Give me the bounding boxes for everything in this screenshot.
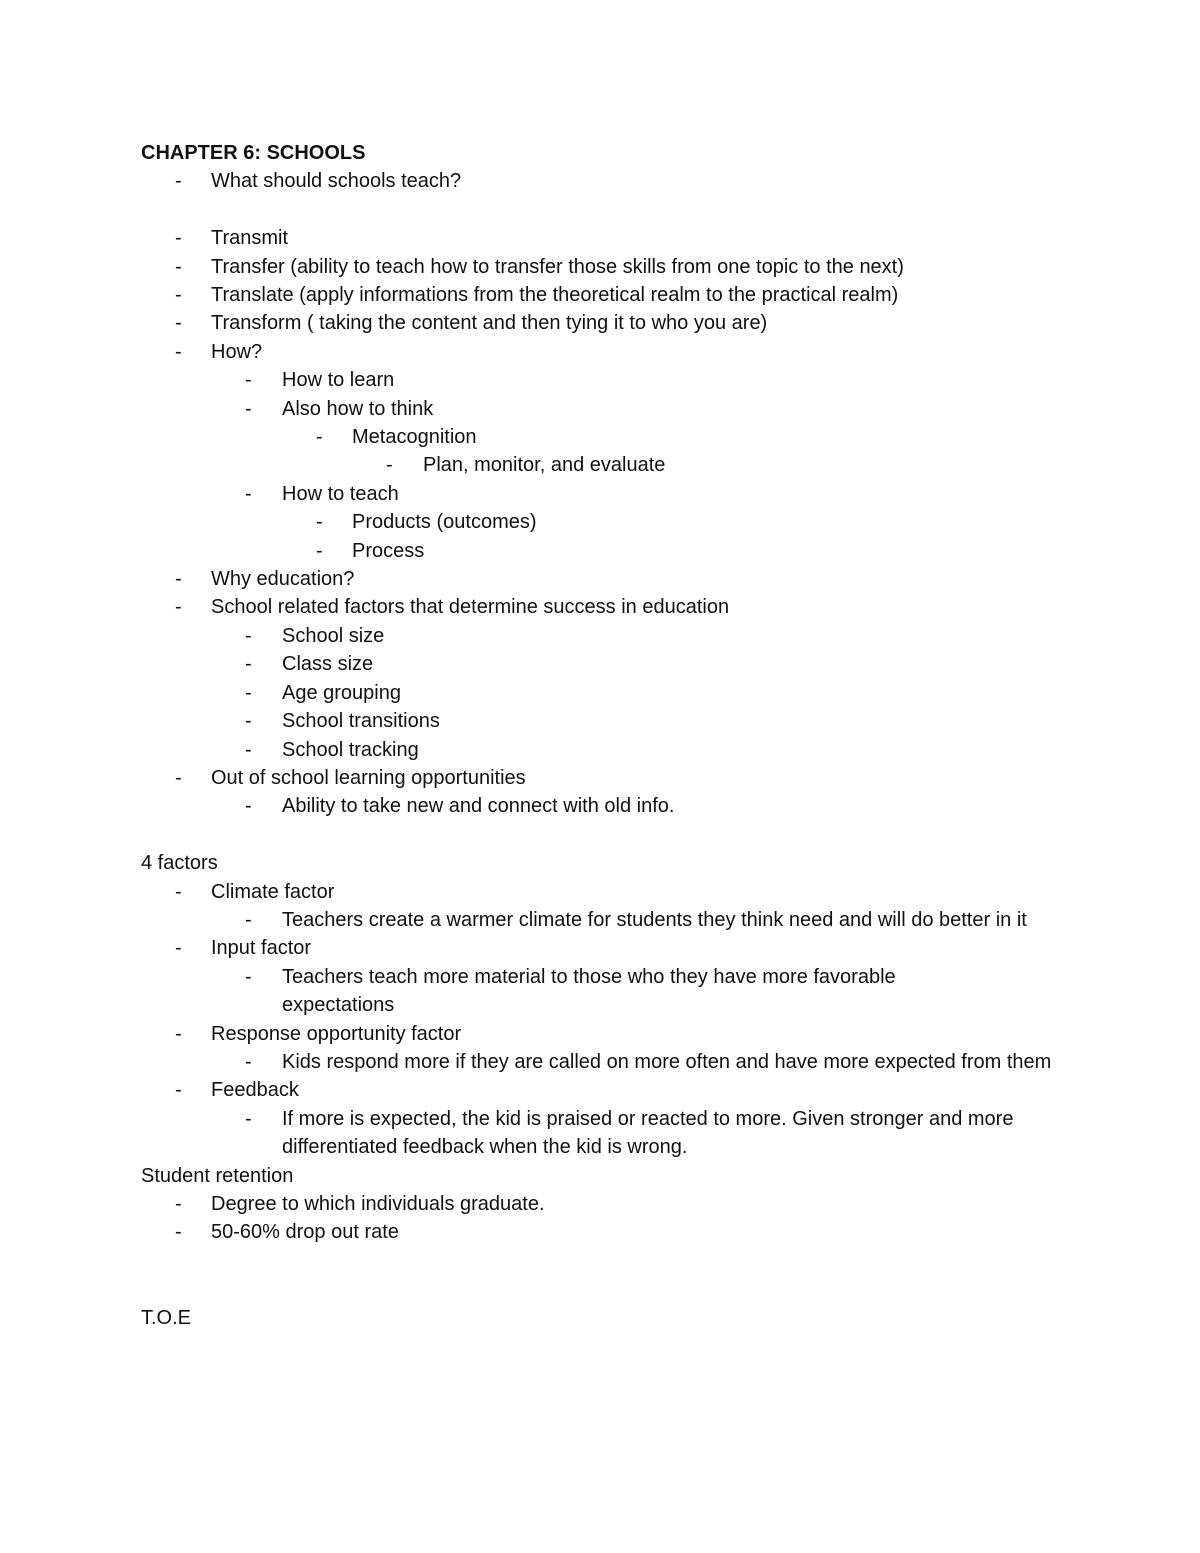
list-item	[141, 395, 1071, 423]
list-item-text: Response opportunity factor	[211, 1022, 462, 1045]
bullet-dash: -	[175, 766, 182, 789]
bullet-dash: -	[245, 795, 252, 818]
list-item-text: How to teach	[282, 482, 399, 505]
list-item-text: Teachers teach more material to those who they have more favorable expectations	[282, 965, 896, 1017]
blank-line	[141, 821, 1071, 849]
list-item	[141, 878, 1071, 906]
list-item-text: Products (outcomes)	[352, 511, 537, 534]
list-item	[141, 707, 1071, 735]
bullet-dash: -	[316, 539, 323, 562]
retention-list	[141, 1190, 1071, 1247]
list-item-text: Why education?	[211, 568, 355, 591]
list-item	[141, 423, 1071, 451]
list-item	[141, 253, 1071, 281]
list-item-text: What should schools teach?	[211, 170, 462, 193]
list-item-text: Process	[352, 539, 425, 562]
list-item	[141, 451, 1071, 479]
list-item-text: Translate (apply informations from the theoretical realm to the practical realm)	[211, 284, 899, 306]
list-item-text: Climate factor	[211, 880, 335, 903]
list-item	[141, 934, 1071, 962]
bullet-dash: -	[316, 511, 323, 534]
list-item	[141, 736, 1071, 764]
bullet-dash: -	[175, 596, 182, 619]
list-item	[141, 508, 1071, 536]
list-item	[141, 224, 1071, 252]
list-item-text: Transmit	[211, 227, 289, 250]
list-item-text: Ability to take new and connect with old info.	[282, 795, 675, 818]
list-item	[141, 167, 1071, 195]
list-item	[141, 1105, 1071, 1162]
list-item-text: 50-60% drop out rate	[211, 1221, 399, 1244]
bullet-dash: -	[245, 681, 252, 704]
bullet-dash: -	[175, 340, 182, 363]
factors-heading: 4 factors	[141, 852, 218, 875]
list-item-text: Plan, monitor, and evaluate	[423, 454, 666, 477]
list-item-text: Feedback	[211, 1079, 299, 1102]
bullet-dash: -	[386, 454, 393, 477]
list-item-text: Metacognition	[352, 426, 477, 449]
list-item-text: School transitions	[282, 710, 440, 733]
list-item	[141, 1190, 1071, 1218]
bullet-dash: -	[245, 965, 252, 988]
bullet-dash: -	[175, 255, 182, 278]
list-item	[141, 565, 1071, 593]
bullet-dash: -	[175, 1192, 182, 1215]
list-item-text: Teachers create a warmer climate for students they think need and will do better in it	[282, 908, 1027, 931]
bullet-dash: -	[175, 568, 182, 591]
bullet-dash: -	[175, 227, 182, 250]
bullet-dash: -	[175, 1022, 182, 1045]
list-item	[141, 1020, 1071, 1048]
factors-list	[141, 878, 1071, 1162]
bullet-dash: -	[175, 1079, 182, 1102]
list-item-text: Transform ( taking the content and then tying it to who you are)	[211, 312, 768, 335]
list-item	[141, 792, 1071, 820]
list-item	[141, 309, 1071, 337]
blank-line	[141, 196, 1071, 224]
list-item	[141, 906, 1071, 934]
bullet-dash: -	[245, 397, 252, 420]
list-item	[141, 593, 1071, 621]
list-item-text: Out of school learning opportunities	[211, 766, 526, 789]
bullet-dash: -	[245, 908, 252, 931]
list-item	[141, 1076, 1071, 1104]
blank-lines	[141, 1247, 1071, 1304]
section1-list-continued	[141, 224, 1071, 821]
list-item-text: Also how to think	[282, 397, 434, 420]
section1-list	[141, 167, 1071, 195]
list-item	[141, 281, 1071, 309]
bullet-dash: -	[245, 653, 252, 676]
bullet-dash: -	[245, 710, 252, 733]
bullet-dash: -	[245, 369, 252, 392]
bullet-dash: -	[175, 170, 182, 193]
list-item-text: Age grouping	[282, 681, 401, 704]
list-item-text: Kids respond more if they are called on more often and have more expected from them	[282, 1050, 1052, 1073]
list-item	[141, 764, 1071, 792]
bullet-dash: -	[175, 1221, 182, 1244]
list-item-text: School size	[282, 624, 385, 647]
bullet-dash: -	[245, 1050, 252, 1073]
list-item-text: Degree to which individuals graduate.	[211, 1192, 545, 1215]
footer-note: T.O.E	[141, 1306, 192, 1329]
bullet-dash: -	[245, 1107, 252, 1130]
bullet-dash: -	[316, 426, 323, 449]
retention-heading: Student retention	[141, 1164, 294, 1187]
bullet-dash: -	[245, 738, 252, 761]
list-item	[141, 622, 1071, 650]
list-item	[141, 1048, 1071, 1076]
list-item	[141, 650, 1071, 678]
list-item	[141, 1218, 1071, 1246]
list-item-text: If more is expected, the kid is praised or reacted to more. Given stronger and more differentiated feedback when the kid is wrong.	[282, 1107, 1014, 1159]
list-item	[141, 963, 1071, 1020]
list-item-text: Transfer (ability to teach how to transfer those skills from one topic to the next)	[211, 255, 904, 278]
list-item	[141, 338, 1071, 366]
bullet-dash: -	[245, 624, 252, 647]
list-item	[141, 679, 1071, 707]
bullet-dash: -	[245, 482, 252, 505]
list-item-text: How to learn	[282, 369, 395, 392]
bullet-dash: -	[175, 284, 182, 306]
list-item-text: School tracking	[282, 738, 419, 761]
list-item-text: Class size	[282, 653, 374, 676]
bullet-dash: -	[175, 880, 182, 903]
list-item-text: School related factors that determine success in education	[211, 596, 730, 619]
bullet-dash: -	[175, 937, 182, 960]
list-item	[141, 366, 1071, 394]
list-item-text: How?	[211, 340, 263, 363]
list-item	[141, 480, 1071, 508]
bullet-dash: -	[175, 312, 182, 335]
list-item-text: Input factor	[211, 937, 312, 960]
document-content	[141, 139, 1071, 1332]
page-title: CHAPTER 6: SCHOOLS	[141, 142, 366, 164]
list-item	[141, 537, 1071, 565]
